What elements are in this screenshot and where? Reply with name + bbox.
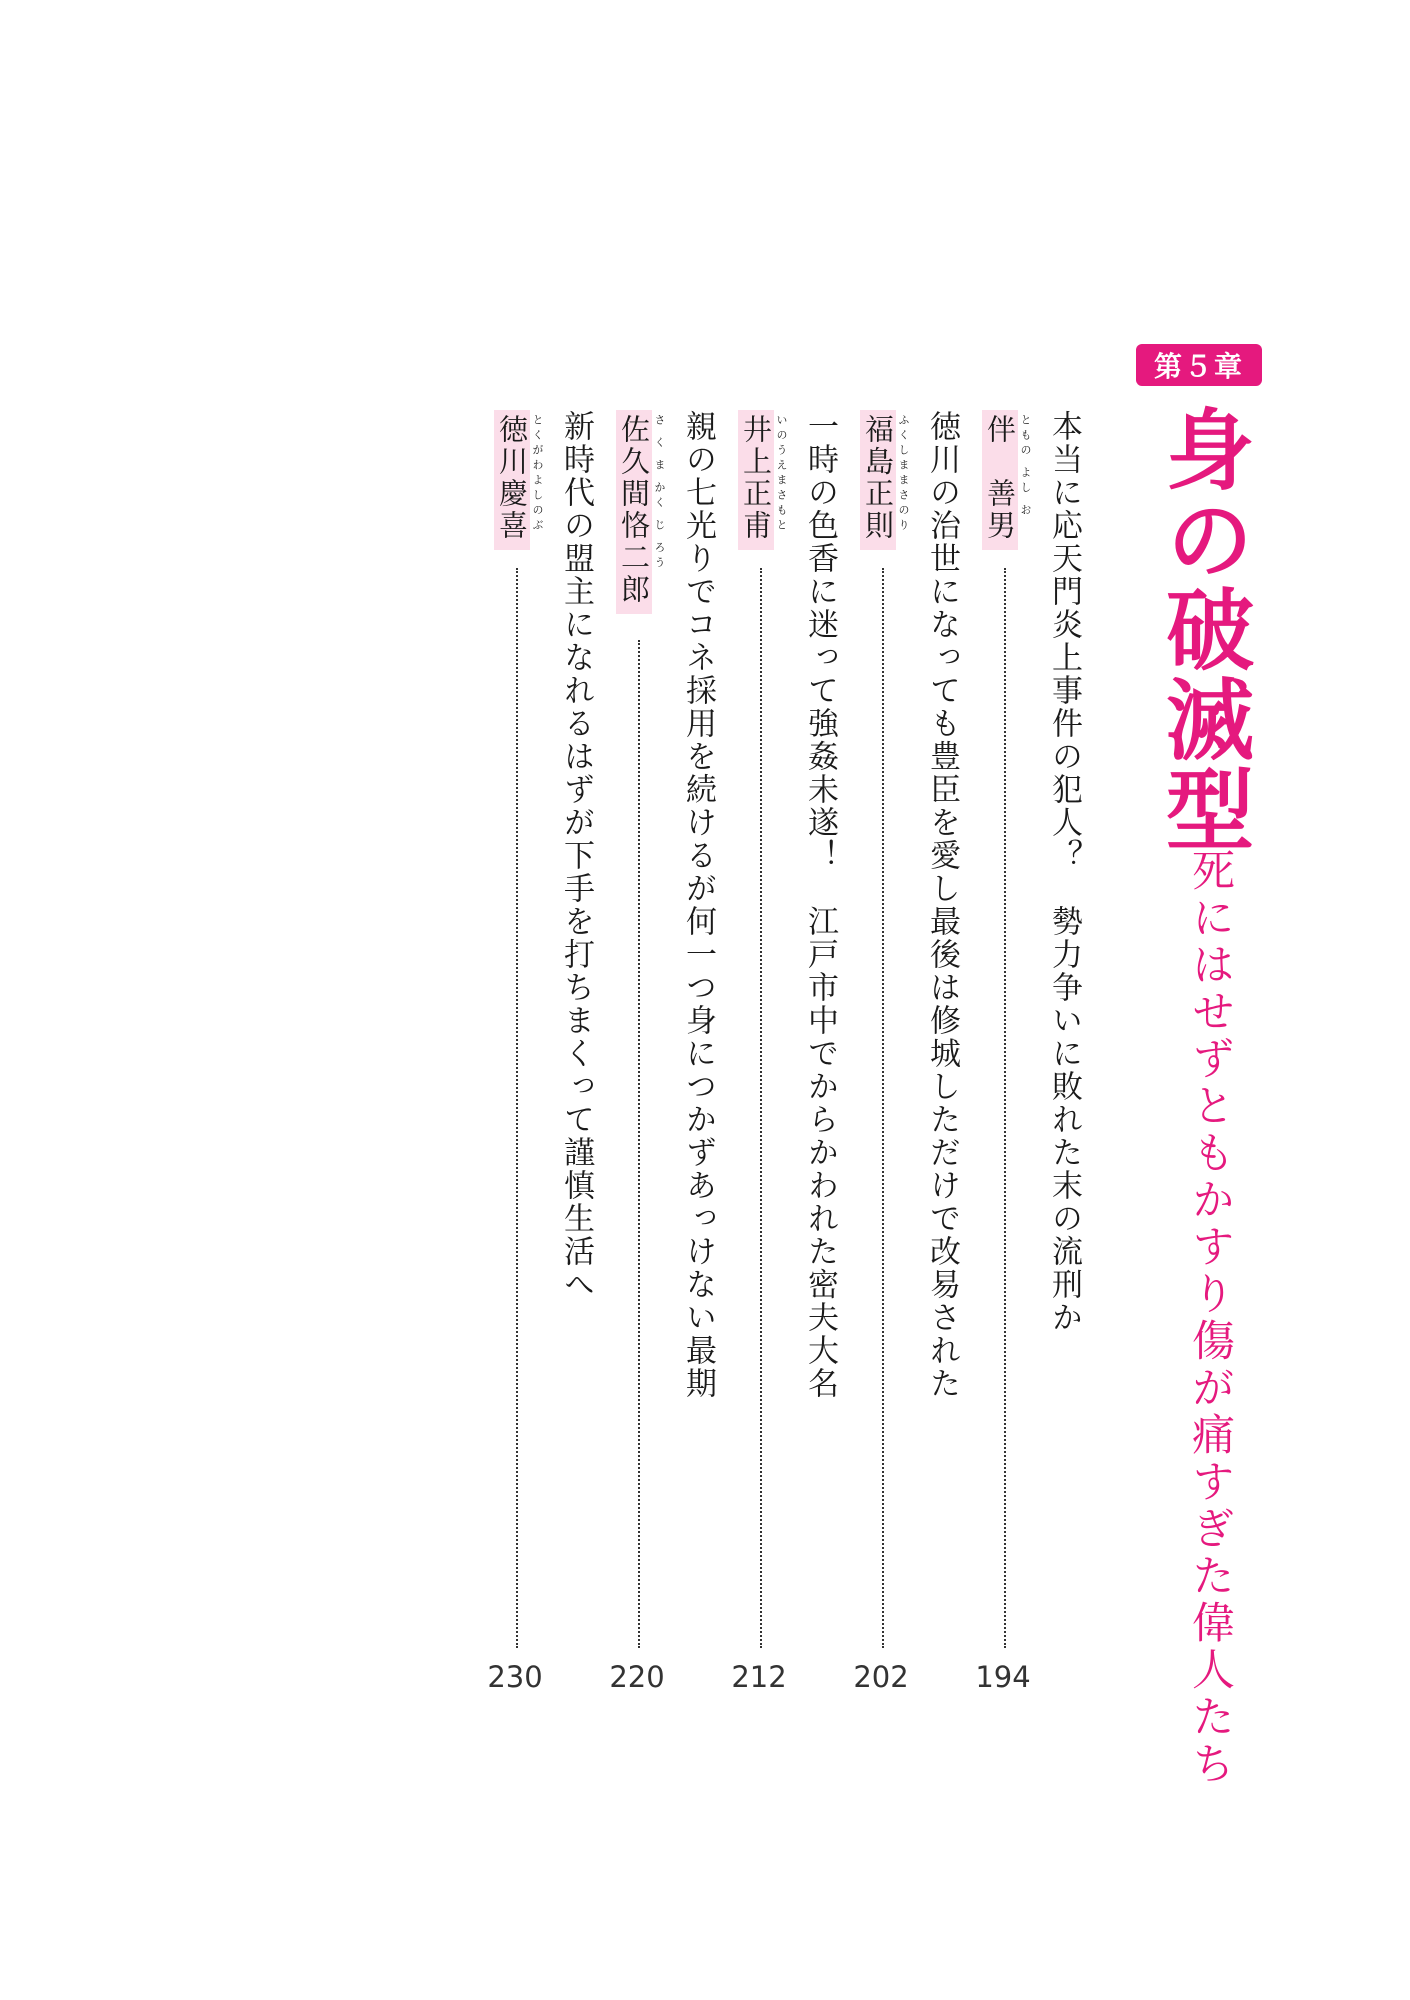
name-ruby: いのうえまさもと — [775, 414, 788, 534]
entry-title: 本当に応天門炎上事件の犯人？ 勢力争いに敗れた末の流刑か — [1046, 410, 1082, 1334]
person-name: 佐久間恪二郎 — [617, 414, 651, 606]
name-highlight — [494, 410, 530, 550]
person-name: 福島正則 — [861, 414, 895, 542]
chapter-title: 身の破滅型 — [1152, 404, 1255, 854]
chapter-subtitle: 死にはせずともかすり傷が痛すぎた偉人たち — [1185, 848, 1235, 1788]
chapter-badge: 第５章 — [1136, 344, 1262, 386]
page-number: 230 — [487, 1660, 543, 1694]
name-highlight — [738, 410, 774, 550]
page-number: 220 — [609, 1660, 665, 1694]
dotted-leader — [882, 568, 884, 1648]
name-ruby: とくがわよしのぶ — [531, 414, 544, 534]
entry-title: 一時の色香に迷って強姦未遂！ 江戸市中でからかわれた密夫大名 — [802, 410, 838, 1400]
dotted-leader — [760, 568, 762, 1648]
name-highlight — [860, 410, 896, 550]
name-ruby: ふくしままさのり — [897, 414, 910, 534]
dotted-leader — [1004, 568, 1006, 1648]
person-name: 井上正甫 — [739, 414, 773, 542]
entry-title: 徳川の治世になっても豊臣を愛し最後は修城しただけで改易された — [924, 410, 960, 1400]
person-name: 伴 善男 — [983, 414, 1017, 542]
page-number: 194 — [975, 1660, 1031, 1694]
person-name: 徳川慶喜 — [495, 414, 529, 542]
name-highlight — [616, 410, 652, 614]
page-number: 202 — [853, 1660, 909, 1694]
entry-title: 新時代の盟主になれるはずが下手を打ちまくって謹慎生活へ — [558, 410, 594, 1301]
name-ruby: ともの よし お — [1019, 414, 1032, 519]
entry-title: 親の七光りでコネ採用を続けるが何一つ身につかずあっけない最期 — [680, 410, 716, 1400]
page-number: 212 — [731, 1660, 787, 1694]
dotted-leader — [638, 640, 640, 1648]
name-highlight — [982, 410, 1018, 550]
dotted-leader — [516, 568, 518, 1648]
name-ruby: さ く ま かく じ ろう — [653, 414, 666, 572]
